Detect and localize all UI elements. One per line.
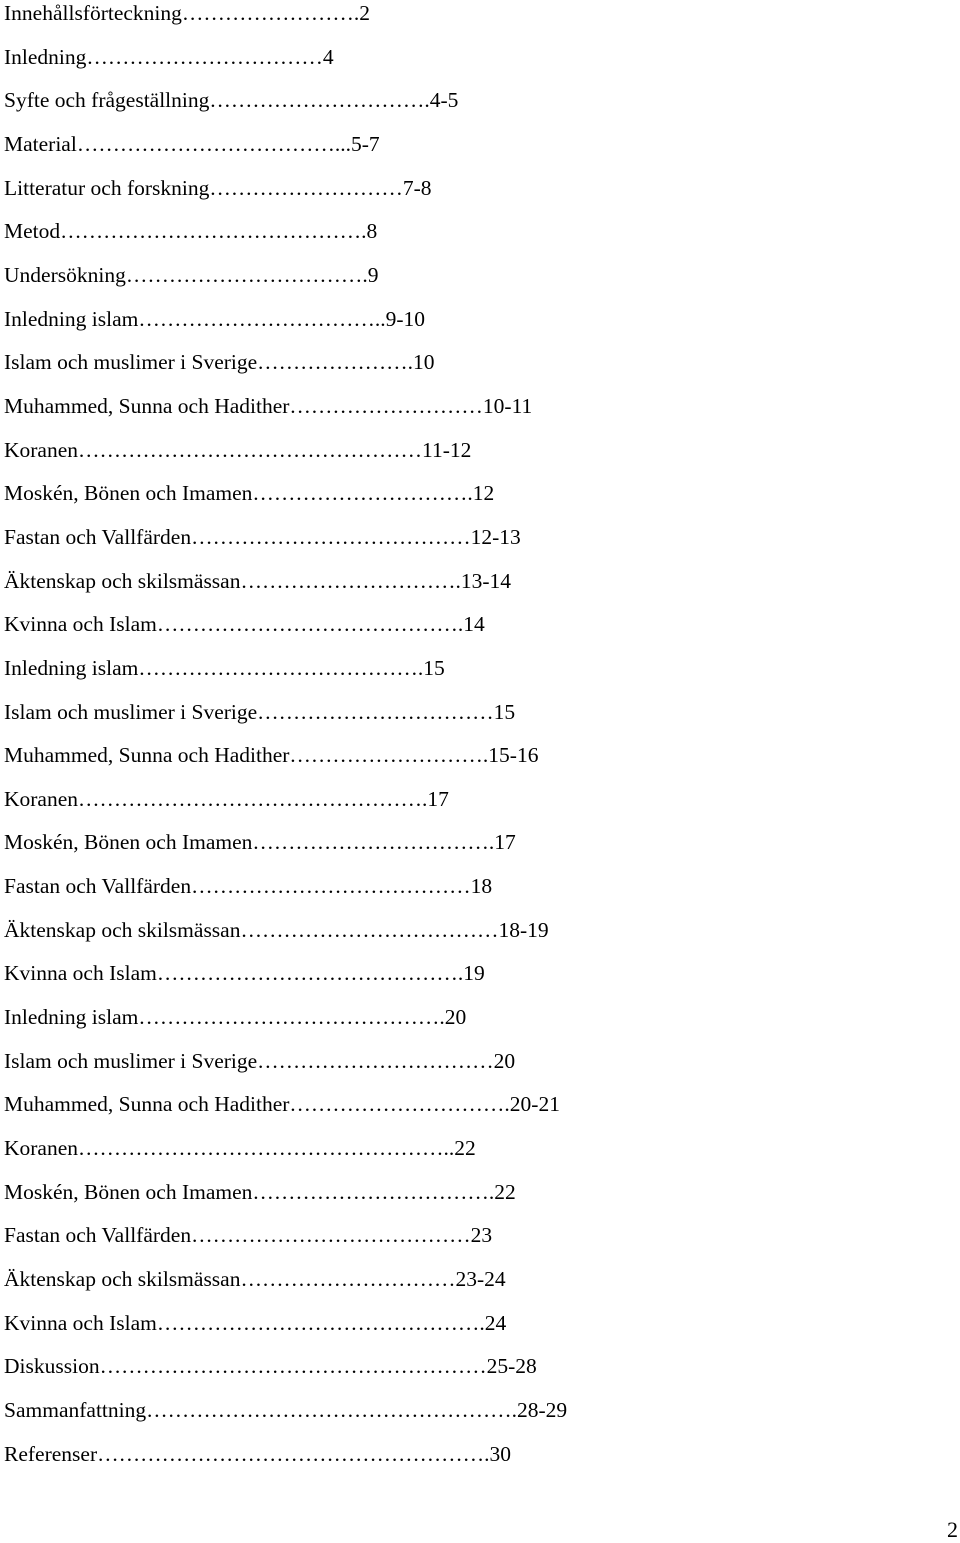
toc-entry [4,1310,934,1354]
toc-entry-leader: …………………………………………….. [78,1136,455,1161]
toc-entry-leader: …………………………. [289,1092,510,1117]
toc-entry-title: Kvinna och Islam [4,961,157,986]
toc-entry [4,1266,934,1310]
toc-entry-title: Muhammed, Sunna och Hadither [4,393,290,418]
toc-entry-title: Muhammed, Sunna och Hadither [4,1092,290,1117]
toc-entry-page: 12 [472,481,495,506]
toc-entry-page: 15-16 [488,743,539,768]
toc-entry-title: Fastan och Vallfärden [4,1223,192,1248]
toc-entry-leader: ……………………………………. [138,1005,445,1030]
toc-entry [4,1222,934,1266]
toc-entry [4,0,934,44]
toc-entry-leader: ………………………………... [76,131,351,156]
toc-entry-leader: ………………………………………. [156,1310,485,1335]
toc-entry-title: Fastan och Vallfärden [4,874,192,899]
toc-entry-title: Inledning islam [4,306,139,331]
toc-entry-page: 23 [470,1223,493,1248]
toc-entry [4,1179,934,1223]
toc-entry-title: Metod [4,219,61,244]
toc-entry-page: 18 [470,874,493,899]
toc-entry-page: 19 [463,961,485,986]
toc-entry [4,1397,934,1441]
toc-entry-leader: ………………………………………… [78,437,423,462]
toc-entry-leader: …………………………. [252,481,473,506]
toc-entry-title: Islam och muslimer i Sverige [4,350,258,375]
toc-entry-title: Islam och muslimer i Sverige [4,699,258,724]
toc-entry-title: Koranen [4,1136,79,1161]
toc-entry-title: Undersökning [4,262,126,287]
toc-entry [4,44,934,88]
toc-entry-leader: ……………………………………. [156,961,464,986]
toc-entry-leader: …………………………… [257,1048,494,1073]
toc-entry-page: 17 [494,830,516,855]
toc-entry-title: Material [4,131,77,156]
toc-entry-leader: …………………………… [257,699,494,724]
toc-entry-title: Äktenskap och skilsmässan [4,917,241,942]
toc-entry-page: 13-14 [460,568,512,593]
toc-entry [4,131,934,175]
toc-entry [4,1441,934,1485]
toc-entry-title: Diskussion [4,1354,100,1379]
toc-entry-leader: …………………………… [86,44,323,69]
toc-entry-leader: ……………………………………………. [146,1398,517,1422]
toc-entry-leader: ………………………………… [191,1223,471,1248]
toc-entry-page: 11-12 [422,437,472,462]
toc-entry-leader: ……………………………… [240,917,499,942]
toc-entry-title: Moskén, Bönen och Imamen [4,481,253,506]
toc-entry-title: Inledning islam [4,655,139,680]
toc-entry [4,437,934,481]
toc-entry [4,87,934,131]
toc-entry-page: 7-8 [402,175,432,200]
toc-entry-title: Moskén, Bönen och Imamen [4,1179,253,1204]
toc-entry [4,349,934,393]
toc-entry-page: 30 [489,1441,511,1466]
toc-entry-title: Moskén, Bönen och Imamen [4,830,253,855]
toc-entry [4,568,934,612]
toc-entry-leader: ………………………… [240,1267,456,1292]
toc-entry-page: 8 [366,219,378,244]
toc-entry [4,1353,934,1397]
toc-entry-page: 9-10 [385,306,426,331]
toc-entry-page: 23-24 [455,1267,506,1292]
toc-entry-page: 17 [427,786,449,811]
toc-entry [4,480,934,524]
toc-entry-leader: ……………………… [209,175,403,200]
toc-entry-leader: ……………………………………………… [99,1354,487,1379]
toc-entry [4,1135,934,1179]
toc-entry-leader: ……………………………………. [156,612,464,637]
toc-entry [4,524,934,568]
toc-entry-title: Äktenskap och skilsmässan [4,568,241,593]
toc-entry [4,742,934,786]
toc-entry-page: 18-19 [498,917,549,942]
toc-entry [4,786,934,830]
toc-entry-title: Äktenskap och skilsmässan [4,1267,241,1292]
toc-entry [4,175,934,219]
toc-entry-title: Muhammed, Sunna och Hadither [4,743,290,768]
toc-entry-leader: ……………………… [289,393,483,418]
toc-entry-title: Litteratur och forskning [4,175,210,200]
toc-entry-leader: ……………………. [181,1,360,25]
toc-entry-page: 10 [413,350,435,375]
toc-entry-leader: …………………………………. [138,655,424,680]
toc-entry-page: 25-28 [486,1354,537,1379]
toc-entry-leader: …………………………………………. [78,786,428,811]
toc-entry-page: 20-21 [509,1092,560,1117]
toc-entry-page: 15 [423,655,445,680]
toc-entry-page: 12-13 [470,524,521,549]
toc-entry [4,611,934,655]
toc-entry-page: 2 [359,1,371,25]
toc-entry-title: Kvinna och Islam [4,1310,157,1335]
toc-entry-title: Inledning islam [4,1005,139,1030]
toc-entry [4,873,934,917]
toc-entry [4,655,934,699]
toc-entry-leader: …………………. [257,350,414,375]
toc-entry-page: 28-29 [517,1398,568,1422]
toc-entry [4,1091,934,1135]
toc-entry-leader: ………………………………………………. [97,1441,490,1466]
toc-entry-leader: ……………………………. [252,830,495,855]
toc-entry [4,393,934,437]
toc-entry-leader: ………………………. [289,743,489,768]
toc-entry [4,262,934,306]
toc-entry-title: Islam och muslimer i Sverige [4,1048,258,1073]
toc-entry-page: 10-11 [482,393,533,418]
toc-entry-page: 4-5 [429,88,459,113]
table-of-contents [4,0,934,1484]
toc-entry-title: Koranen [4,437,79,462]
toc-entry-title: Fastan och Vallfärden [4,524,192,549]
toc-entry-title: Innehållsförteckning [4,1,182,25]
toc-entry-page: 22 [454,1136,476,1161]
toc-entry-title: Koranen [4,786,79,811]
toc-entry [4,829,934,873]
toc-entry-page: 5-7 [350,131,380,156]
toc-entry-title: Inledning [4,44,87,69]
toc-entry-leader: ………………………………… [191,874,471,899]
toc-entry-page: 4 [322,44,334,69]
toc-entry-leader: ………………………………… [191,524,471,549]
toc-entry-page: 15 [493,699,516,724]
toc-entry [4,1048,934,1092]
toc-entry-page: 22 [494,1179,516,1204]
toc-entry-leader: …………………………. [209,88,430,113]
toc-entry [4,1004,934,1048]
toc-entry-title: Syfte och frågeställning [4,88,210,113]
toc-entry-leader: …………………………….. [138,306,386,331]
toc-entry [4,699,934,743]
toc-entry-page: 14 [463,612,485,637]
toc-entry-leader: …………………………. [240,568,461,593]
toc-entry-title: Sammanfattning [4,1398,147,1422]
toc-entry-title: Referenser [4,1441,98,1466]
toc-entry-leader: ……………………………. [125,262,368,287]
page-number: 2 [947,1517,958,1542]
toc-entry-leader: ……………………………. [252,1179,495,1204]
toc-entry-title: Kvinna och Islam [4,612,157,637]
toc-entry-page: 20 [444,1005,467,1030]
toc-entry-page: 20 [493,1048,516,1073]
toc-entry-leader: ……………………………………. [60,219,367,244]
toc-entry [4,960,934,1004]
toc-entry [4,917,934,961]
toc-entry [4,306,934,350]
toc-entry [4,218,934,262]
toc-entry-page: 9 [367,262,379,287]
toc-entry-page: 24 [484,1310,507,1335]
